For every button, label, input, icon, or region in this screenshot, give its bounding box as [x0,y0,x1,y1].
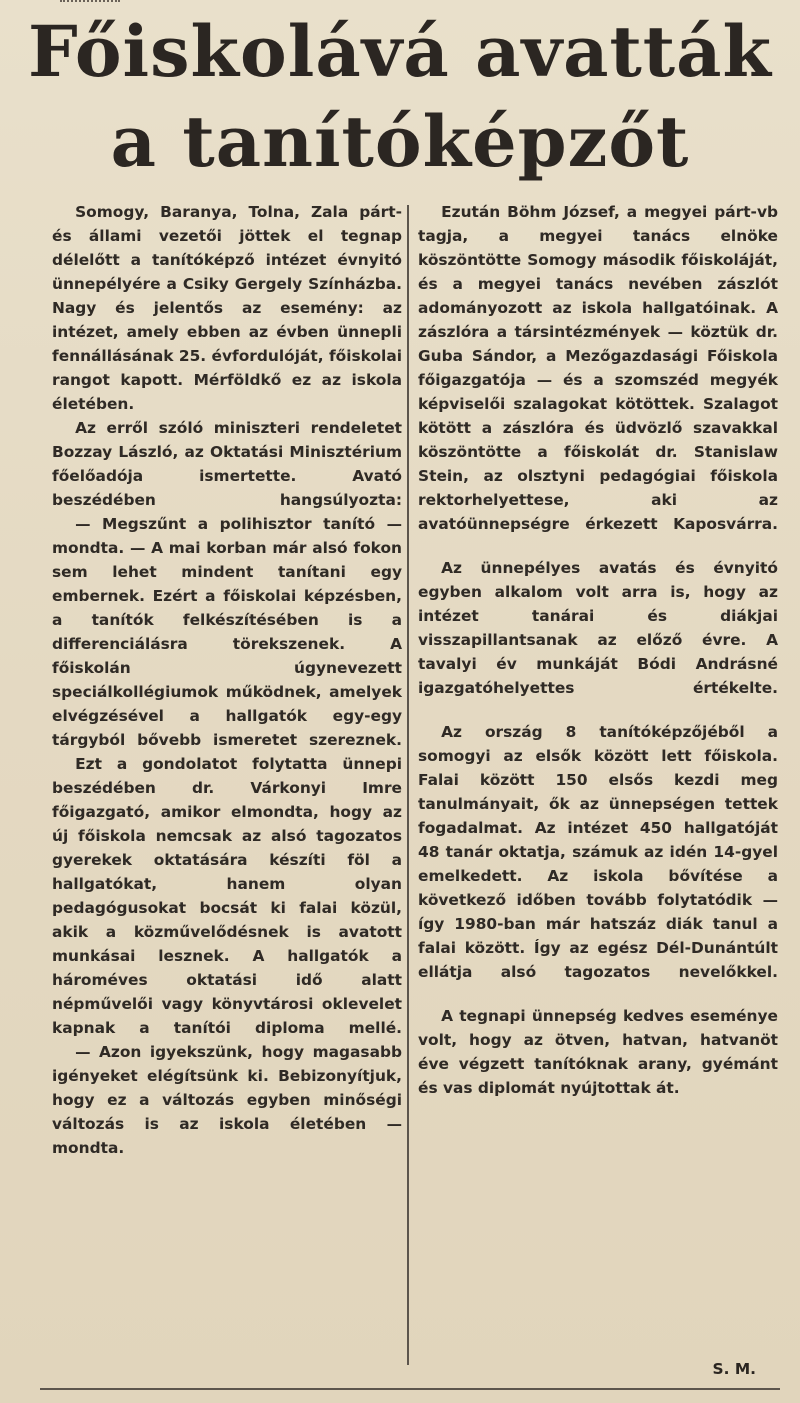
paragraph: Somogy, Baranya, Tolna, Zala párt- és állami vezetői jöttek el tegnap délelőtt a tanítóképző intézet évnyitó ünnepélyére a Csiky Gergely Színházba. Nagy és jelentős az esemény: az intézet, amely ebben az évben ünnepli fennállásának 25. évfordulóját, főiskolai rangot kapott. Mérföldkő ez az iskola életében. [52,203,402,413]
bottom-rule [40,1388,780,1390]
column-divider [407,205,409,1365]
paragraph: Az erről szóló miniszteri rendeletet Bozzay László, az Oktatási Minisztérium főelőadója ismertette. Avató beszédében hangsúlyozta: [52,419,402,509]
paragraph: Az ünnepélyes avatás és évnyitó egyben alkalom volt arra is, hogy az intézet tanárai és diákjai visszapillantsanak az előző évre. A tavalyi év munkáját Bódi Andrásné igazgatóhelyettes értékelte. [418,559,778,697]
headline-line-1: Főiskolává avatták [27,10,772,93]
headline-line-2: a tanítóképzőt [110,100,690,183]
author-signature: S. M. [712,1360,756,1378]
paragraph: Ezután Böhm József, a megyei párt-vb tagja, a megyei tanács elnöke köszöntötte Somogy második főiskoláját, és a megyei tanács nevében zászlót adományozott az iskola hallgatóinak. A zászlóra a társintézmények — köztük dr. Guba Sándor, a Mezőgazdasági Főiskola főigazgatója — és a szomszéd megyék képviselői szalagokat kötöttek. Szalagot kötött a zászlóra és üdvözlő szavakkal köszöntötte a főiskolát dr. Stanislaw Stein, az olsztyni pedagógiai főiskola rektorhelyettese, aki az avatóünnepségre érkezett Kaposvárra. [418,203,778,533]
paragraph: Ezt a gondolatot folytatta ünnepi beszédében dr. Várkonyi Imre főigazgató, amikor elmondta, hogy az új főiskola nemcsak az alsó tagozatos gyerekek oktatására készíti föl a hallgatókat, hanem olyan pedagógusokat bocsát ki falai közül, akik a közművelődésnek is avatott munkásai lesznek. A hallgatók a hároméves oktatási idő alatt népművelői vagy könyvtárosi oklevelet kapnak a tanítói diploma mellé. [52,755,402,1037]
paragraph: — Megszűnt a polihisztor tanító — mondta. — A mai korban már alsó fokon sem lehet mindent tanítani egy embernek. Ezért a főiskolai képzésben, a tanítók felkészítésében is a differenciálásra törekszenek. A főiskolán úgynevezett speciálkollégiumok működnek, amelyek elvégzésével a hallgatók egy-egy tárgyból bővebb ismeretet szereznek. [52,515,402,749]
left-column [52,200,402,1160]
paragraph: A tegnapi ünnepség kedves eseménye volt, hogy az ötven, hatvan, hatvanöt éve végzett tanítóknak arany, gyémánt és vas diplomát nyújtottak át. [418,1007,778,1097]
top-rule [60,0,120,6]
right-column [418,200,778,1100]
paragraph: Az ország 8 tanítóképzőjéből a somogyi az elsők között lett főiskola. Falai között 150 elsős kezdi meg tanulmányait, ők az ünnepségen tettek fogadalmat. Az intézet 450 hallgatóját 48 tanár oktatja, számuk az idén 14-gyel emelkedett. Az iskola bővítése a következő időben tovább folytatódik — így 1980-ban már hatszáz diák tanul a falai között. Így az egész Dél-Dunántúlt ellátja alsó tagozatos nevelőkkel. [418,723,778,981]
paragraph: — Azon igyekszünk, hogy magasabb igényeket elégítsünk ki. Bebizonyítjuk, hogy ez a változás egyben minőségi változás is az iskola életében — mondta. [52,1043,402,1157]
